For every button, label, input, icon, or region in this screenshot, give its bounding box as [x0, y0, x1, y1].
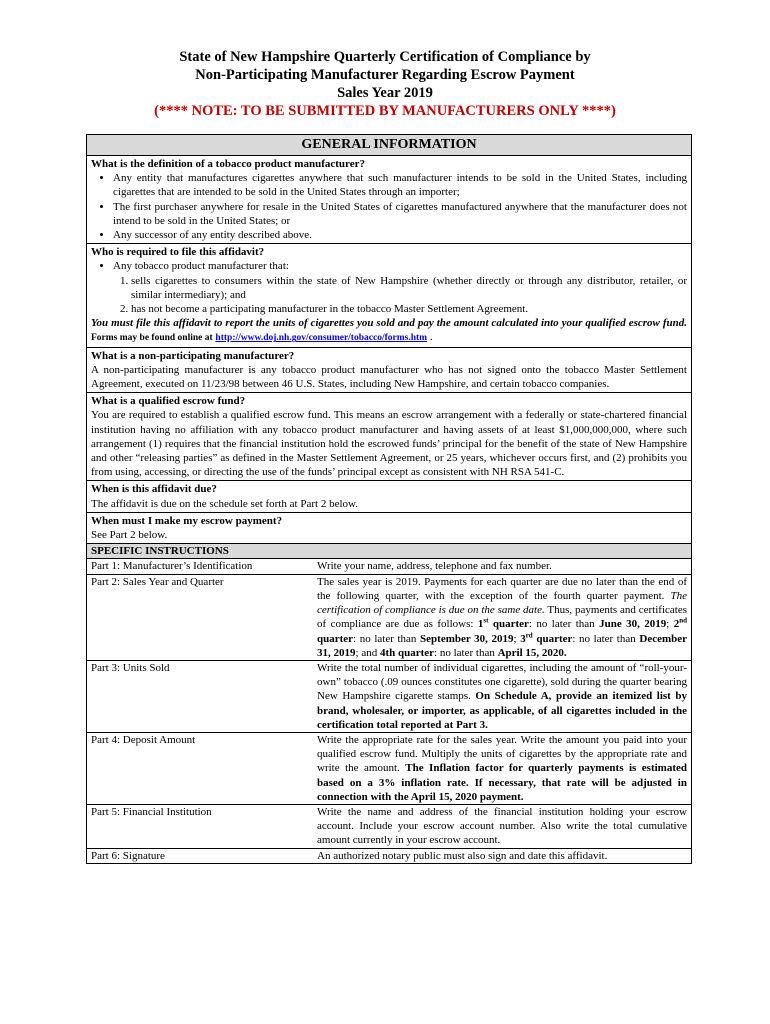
specific-instructions-table — [87, 559, 691, 862]
section-definition — [87, 156, 691, 244]
q3-date: December 31, 2019 — [317, 632, 688, 659]
table-row — [87, 574, 691, 660]
list-item: • The first purchaser anywhere for resale in the United States of cigarettes manufactured anywhere that the manufacturer does not intend to be sold in the United States; or — [113, 200, 687, 228]
q2-word: quarter — [317, 632, 354, 645]
forms-text: Forms may be found online at — [91, 333, 213, 344]
question-definition: What is the definition of a tobacco product manufacturer? — [91, 158, 365, 170]
q3-word: quarter — [536, 632, 573, 645]
q1-num: 1 — [477, 618, 484, 631]
q1-word: quarter — [492, 618, 529, 631]
part2-label: Part 2: Sales Year and Quarter — [87, 574, 313, 660]
title-line-2: Non-Participating Manufacturer Regarding Escrow Payment — [195, 67, 575, 83]
section-due-date — [87, 481, 691, 512]
table-row — [87, 660, 691, 732]
q2-num: 2 — [673, 618, 680, 631]
q4-date: April 15, 2020. — [497, 646, 567, 659]
list-item: 2. has not become a participating manufacturer in the tobacco Master Settlement Agreement. — [131, 302, 687, 316]
part5-label: Part 5: Financial Institution — [87, 804, 313, 848]
part6-label: Part 6: Signature — [91, 849, 165, 862]
part6-text: An authorized notary public must also sign and date this affidavit. — [317, 849, 608, 862]
part2-text: The sales year is 2019. Payments for each quarter are due no later than the end of the following quarter, with the exception of the fourth quarter payment. The certification of compliance is due on the same date. Thus, payments and certificates of compliance are due as follows: 1st quarter: no later than June 30, 2019; 2nd quarter: no later than September 30, 2019; 3rd quarter: no later than December 31, 2019; and 4th quarter: no later than April 15, 2020. — [313, 574, 691, 660]
general-information-heading: GENERAL INFORMATION — [87, 135, 691, 156]
part2-text-a: The sales year is 2019. Payments for each quarter are due no later than the end of the following quarter, with the exception of the fourth quarter payment. — [317, 575, 687, 602]
q3-num: 3 — [520, 632, 526, 645]
part3-text-a: Write the total number of individual cigarettes, including the amount of “roll-your-own” tobacco (.09 ounces constitutes one cigarette), sold during the quarter bearing New Hampshire cigarette stamps. — [317, 661, 687, 703]
q2-date: September 30, 2019 — [420, 632, 514, 645]
question-non-participating: What is a non-participating manufacturer? — [91, 349, 295, 362]
answer-escrow-fund: You are required to establish a qualified escrow fund. This means an escrow arrangement with a federally or state-chartered financial institution having no affiliation with any tobacco product manufacturer and having assets of at least $1,000,000,000, where such arrangement (1) requires that the financial institution hold the escrowed funds’ principal for the benefit of the state of New Hampshire and other “releasing parties” as defined in the Master Settlement Agreement, or 25 years, whichever occurs first, and (2) prohibits you from using, accessing, or directing the use of the funds’ principal except as consistent with NH RSA 541-C. — [91, 409, 687, 479]
no-later-than: no later than — [579, 632, 636, 645]
part1-text: Write your name, address, telephone and fax number. — [313, 559, 691, 574]
document-title — [0, 48, 770, 120]
definition-list — [87, 171, 691, 242]
q3-sup: rd — [525, 630, 533, 639]
must-file-text: You must file this affidavit to report the units of cigarettes you sold and pay the amount calculated into your qualified escrow fund. — [91, 317, 687, 330]
list-item: 1. sells cigarettes to consumers within the state of New Hampshire (whether directly or through any distributor, retailer, or similar intermediary); and — [131, 274, 687, 302]
part5-text: Write the name and address of the financial institution holding your escrow account. Include your escrow account number. Also write the total cumulative amount currently in your escrow account. — [313, 804, 691, 848]
list-item: • Any entity that manufactures cigarettes anywhere that such manufacturer intends to be sold in the United States, including cigarettes that are intended to be sold in the United States through an importer; — [113, 171, 687, 199]
no-later-than: no later than — [359, 632, 417, 645]
title-line-1: State of New Hampshire Quarterly Certification of Compliance by — [179, 49, 591, 65]
forms-link[interactable]: http://www.doj.nh.gov/consumer/tobacco/forms.htm — [215, 333, 428, 344]
list-item: • Any successor of any entity described above. — [113, 228, 687, 242]
part3-text-b: On Schedule A, provide an itemized list by brand, wholesaler, or importer, as applicable, of all cigarettes included in the certification total reported at Part 3. — [317, 690, 687, 731]
table-row — [87, 848, 691, 863]
part1-label: Part 1: Manufacturer’s Identification — [87, 559, 313, 574]
q1-sup: st — [483, 616, 489, 625]
instructions-box — [86, 134, 692, 864]
table-row — [87, 559, 691, 574]
part4-label: Part 4: Deposit Amount — [87, 732, 313, 804]
no-later-than: no later than — [536, 618, 595, 631]
answer-due-date: The affidavit is due on the schedule set forth at Part 2 below. — [91, 497, 358, 510]
part4-text-b: The Inflation factor for quarterly payments is estimated based on a 3% inflation rate. If necessary, that rate will be adjusted in connection with the April 15, 2020 payment. — [317, 762, 687, 803]
question-due-date: When is this affidavit due? — [91, 483, 217, 496]
must-file-paragraph — [87, 316, 691, 345]
forms-period: . — [429, 331, 433, 344]
section-who-files — [87, 244, 691, 347]
answer-non-participating: A non-participating manufacturer is any tobacco product manufacturer who has not signed onto the tobacco Master Settlement Agreement, executed on 11/23/98 between 46 U.S. States, including New Hampshire, and certain tobacco companies. — [91, 363, 687, 391]
q4-word: 4th quarter — [379, 646, 435, 659]
who-files-list — [87, 259, 691, 273]
part2-text-b: Thus, payments and certificates of compliance are due as follows: — [317, 604, 687, 631]
part4-text-a: Write the appropriate rate for the sales year. Write the amount you paid into your qualified escrow fund. Multiply the units of cigarettes by the appropriate rate and write the amount. — [317, 733, 687, 775]
and-word: and — [361, 646, 378, 659]
question-escrow-fund: What is a qualified escrow fund? — [91, 395, 246, 408]
section-non-participating — [87, 348, 691, 394]
part3-text — [313, 660, 691, 732]
answer-escrow-payment: See Part 2 below. — [91, 529, 168, 542]
question-who-files: Who is required to file this affidavit? — [91, 246, 265, 259]
table-row — [87, 804, 691, 848]
question-escrow-payment: When must I make my escrow payment? — [91, 514, 283, 527]
section-escrow-fund — [87, 393, 691, 481]
q2-sup: nd — [679, 616, 688, 625]
title-note: (**** NOTE: TO BE SUBMITTED BY MANUFACTURERS ONLY ****) — [154, 103, 616, 119]
section-specific-instructions — [87, 544, 691, 862]
part2-text-italic: The certification of compliance is due on the same date. — [317, 589, 687, 617]
specific-instructions-heading: SPECIFIC INSTRUCTIONS — [87, 544, 691, 559]
table-row — [87, 732, 691, 804]
part4-text — [313, 732, 691, 804]
title-line-3: Sales Year 2019 — [337, 85, 433, 101]
section-escrow-payment — [87, 513, 691, 544]
part3-label: Part 3: Units Sold — [87, 660, 313, 732]
who-files-numbered-list — [87, 274, 691, 317]
list-item: • Any tobacco product manufacturer that: — [113, 259, 687, 273]
q1-date: June 30, 2019 — [599, 618, 667, 631]
no-later-than: no later than — [439, 646, 495, 659]
